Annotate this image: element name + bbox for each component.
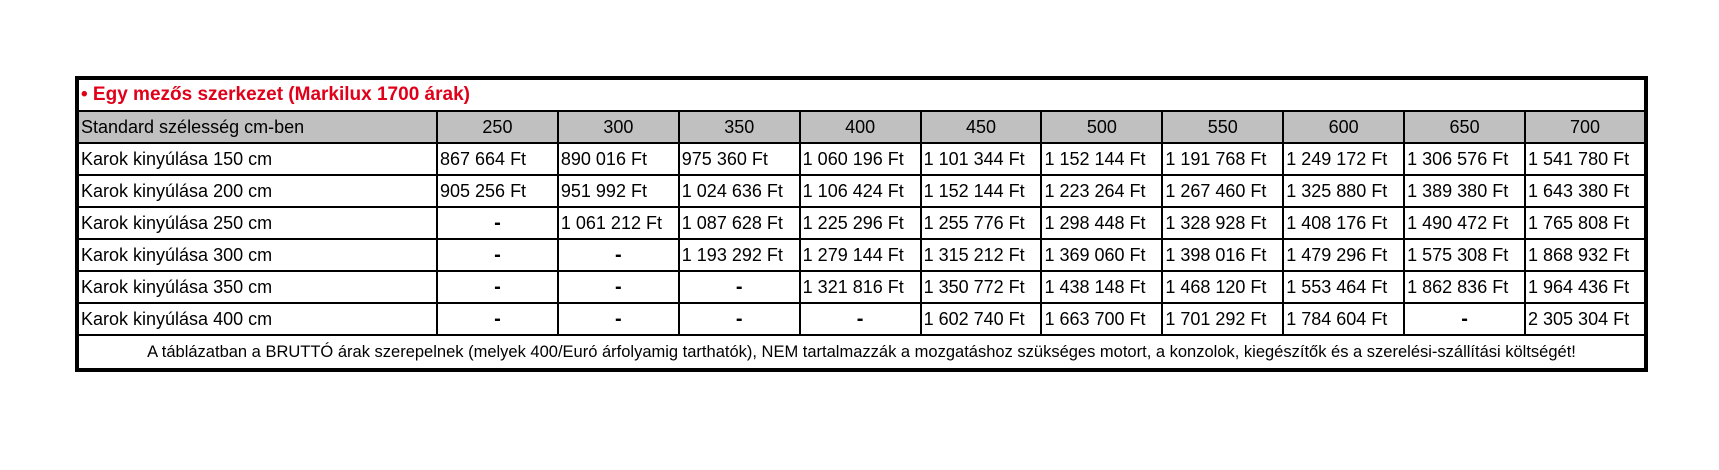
note-row (77, 335, 1646, 370)
title-row (77, 78, 1646, 111)
price-cell: 1 101 344 Ft (921, 143, 1042, 175)
price-cell: 975 360 Ft (679, 143, 800, 175)
header-width-cell: 300 (558, 111, 679, 143)
price-cell: 1 321 816 Ft (800, 271, 921, 303)
price-cell: 1 964 436 Ft (1525, 271, 1646, 303)
price-cell: 2 305 304 Ft (1525, 303, 1646, 335)
price-cell: 1 315 212 Ft (921, 239, 1042, 271)
row-label: Karok kinyúlása 250 cm (77, 207, 437, 239)
header-width-cell: 250 (437, 111, 558, 143)
price-cell: 1 279 144 Ft (800, 239, 921, 271)
price-cell: 1 024 636 Ft (679, 175, 800, 207)
price-cell: - (1404, 303, 1525, 335)
price-cell: - (558, 303, 679, 335)
price-cell: - (679, 271, 800, 303)
price-cell: 1 152 144 Ft (1041, 143, 1162, 175)
row-label: Karok kinyúlása 400 cm (77, 303, 437, 335)
price-cell: - (437, 207, 558, 239)
price-cell: 1 408 176 Ft (1283, 207, 1404, 239)
header-row (77, 111, 1646, 143)
price-cell: - (437, 271, 558, 303)
header-label: Standard szélesség cm-ben (77, 111, 437, 143)
table-row (77, 303, 1646, 335)
table-note: A táblázatban a BRUTTÓ árak szerepelnek (melyek 400/Euró árfolyamig tarthatók), NEM tartalmazzák a mozgatáshoz szükséges motort, a konzolok, kiegészítők és a szerelési-szállítási költségét! (77, 335, 1646, 370)
price-cell: 1 225 296 Ft (800, 207, 921, 239)
price-cell: 905 256 Ft (437, 175, 558, 207)
header-width-cell: 600 (1283, 111, 1404, 143)
price-cell: 1 350 772 Ft (921, 271, 1042, 303)
price-cell: 890 016 Ft (558, 143, 679, 175)
price-cell: 1 784 604 Ft (1283, 303, 1404, 335)
header-width-cell: 450 (921, 111, 1042, 143)
table-row (77, 207, 1646, 239)
price-cell: - (437, 239, 558, 271)
header-width-cell: 350 (679, 111, 800, 143)
price-cell: 1 255 776 Ft (921, 207, 1042, 239)
table-row (77, 271, 1646, 303)
price-cell: 1 249 172 Ft (1283, 143, 1404, 175)
price-cell: 1 325 880 Ft (1283, 175, 1404, 207)
price-table-container (75, 76, 1648, 372)
header-width-cell: 550 (1162, 111, 1283, 143)
price-cell: 1 862 836 Ft (1404, 271, 1525, 303)
price-cell: 1 553 464 Ft (1283, 271, 1404, 303)
price-cell: 1 267 460 Ft (1162, 175, 1283, 207)
table-title: • Egy mezős szerkezet (Markilux 1700 árak) (77, 78, 1646, 111)
header-width-cell: 650 (1404, 111, 1525, 143)
price-cell: 1 479 296 Ft (1283, 239, 1404, 271)
price-cell: 1 087 628 Ft (679, 207, 800, 239)
table-row (77, 239, 1646, 271)
row-label: Karok kinyúlása 300 cm (77, 239, 437, 271)
price-cell: 1 602 740 Ft (921, 303, 1042, 335)
price-cell: 1 765 808 Ft (1525, 207, 1646, 239)
price-cell: - (679, 303, 800, 335)
price-cell: 1 152 144 Ft (921, 175, 1042, 207)
price-cell: 1 575 308 Ft (1404, 239, 1525, 271)
header-width-cell: 500 (1041, 111, 1162, 143)
table-row (77, 175, 1646, 207)
price-cell: - (437, 303, 558, 335)
price-cell: 1 643 380 Ft (1525, 175, 1646, 207)
price-cell: 1 060 196 Ft (800, 143, 921, 175)
price-cell: 1 398 016 Ft (1162, 239, 1283, 271)
price-table (75, 76, 1648, 372)
price-cell: 1 306 576 Ft (1404, 143, 1525, 175)
price-cell: - (800, 303, 921, 335)
price-cell: - (558, 271, 679, 303)
price-cell: 1 468 120 Ft (1162, 271, 1283, 303)
price-cell: 1 868 932 Ft (1525, 239, 1646, 271)
row-label: Karok kinyúlása 150 cm (77, 143, 437, 175)
header-width-cell: 700 (1525, 111, 1646, 143)
price-cell: 1 438 148 Ft (1041, 271, 1162, 303)
price-cell: 1 328 928 Ft (1162, 207, 1283, 239)
header-width-cell: 400 (800, 111, 921, 143)
price-cell: 1 298 448 Ft (1041, 207, 1162, 239)
price-cell: 951 992 Ft (558, 175, 679, 207)
price-cell: 1 369 060 Ft (1041, 239, 1162, 271)
price-cell: 1 193 292 Ft (679, 239, 800, 271)
price-cell: 867 664 Ft (437, 143, 558, 175)
price-cell: 1 541 780 Ft (1525, 143, 1646, 175)
price-cell: 1 389 380 Ft (1404, 175, 1525, 207)
price-cell: 1 663 700 Ft (1041, 303, 1162, 335)
price-cell: - (558, 239, 679, 271)
price-cell: 1 106 424 Ft (800, 175, 921, 207)
price-cell: 1 223 264 Ft (1041, 175, 1162, 207)
row-label: Karok kinyúlása 350 cm (77, 271, 437, 303)
row-label: Karok kinyúlása 200 cm (77, 175, 437, 207)
price-cell: 1 490 472 Ft (1404, 207, 1525, 239)
table-row (77, 143, 1646, 175)
price-cell: 1 061 212 Ft (558, 207, 679, 239)
price-cell: 1 701 292 Ft (1162, 303, 1283, 335)
price-cell: 1 191 768 Ft (1162, 143, 1283, 175)
